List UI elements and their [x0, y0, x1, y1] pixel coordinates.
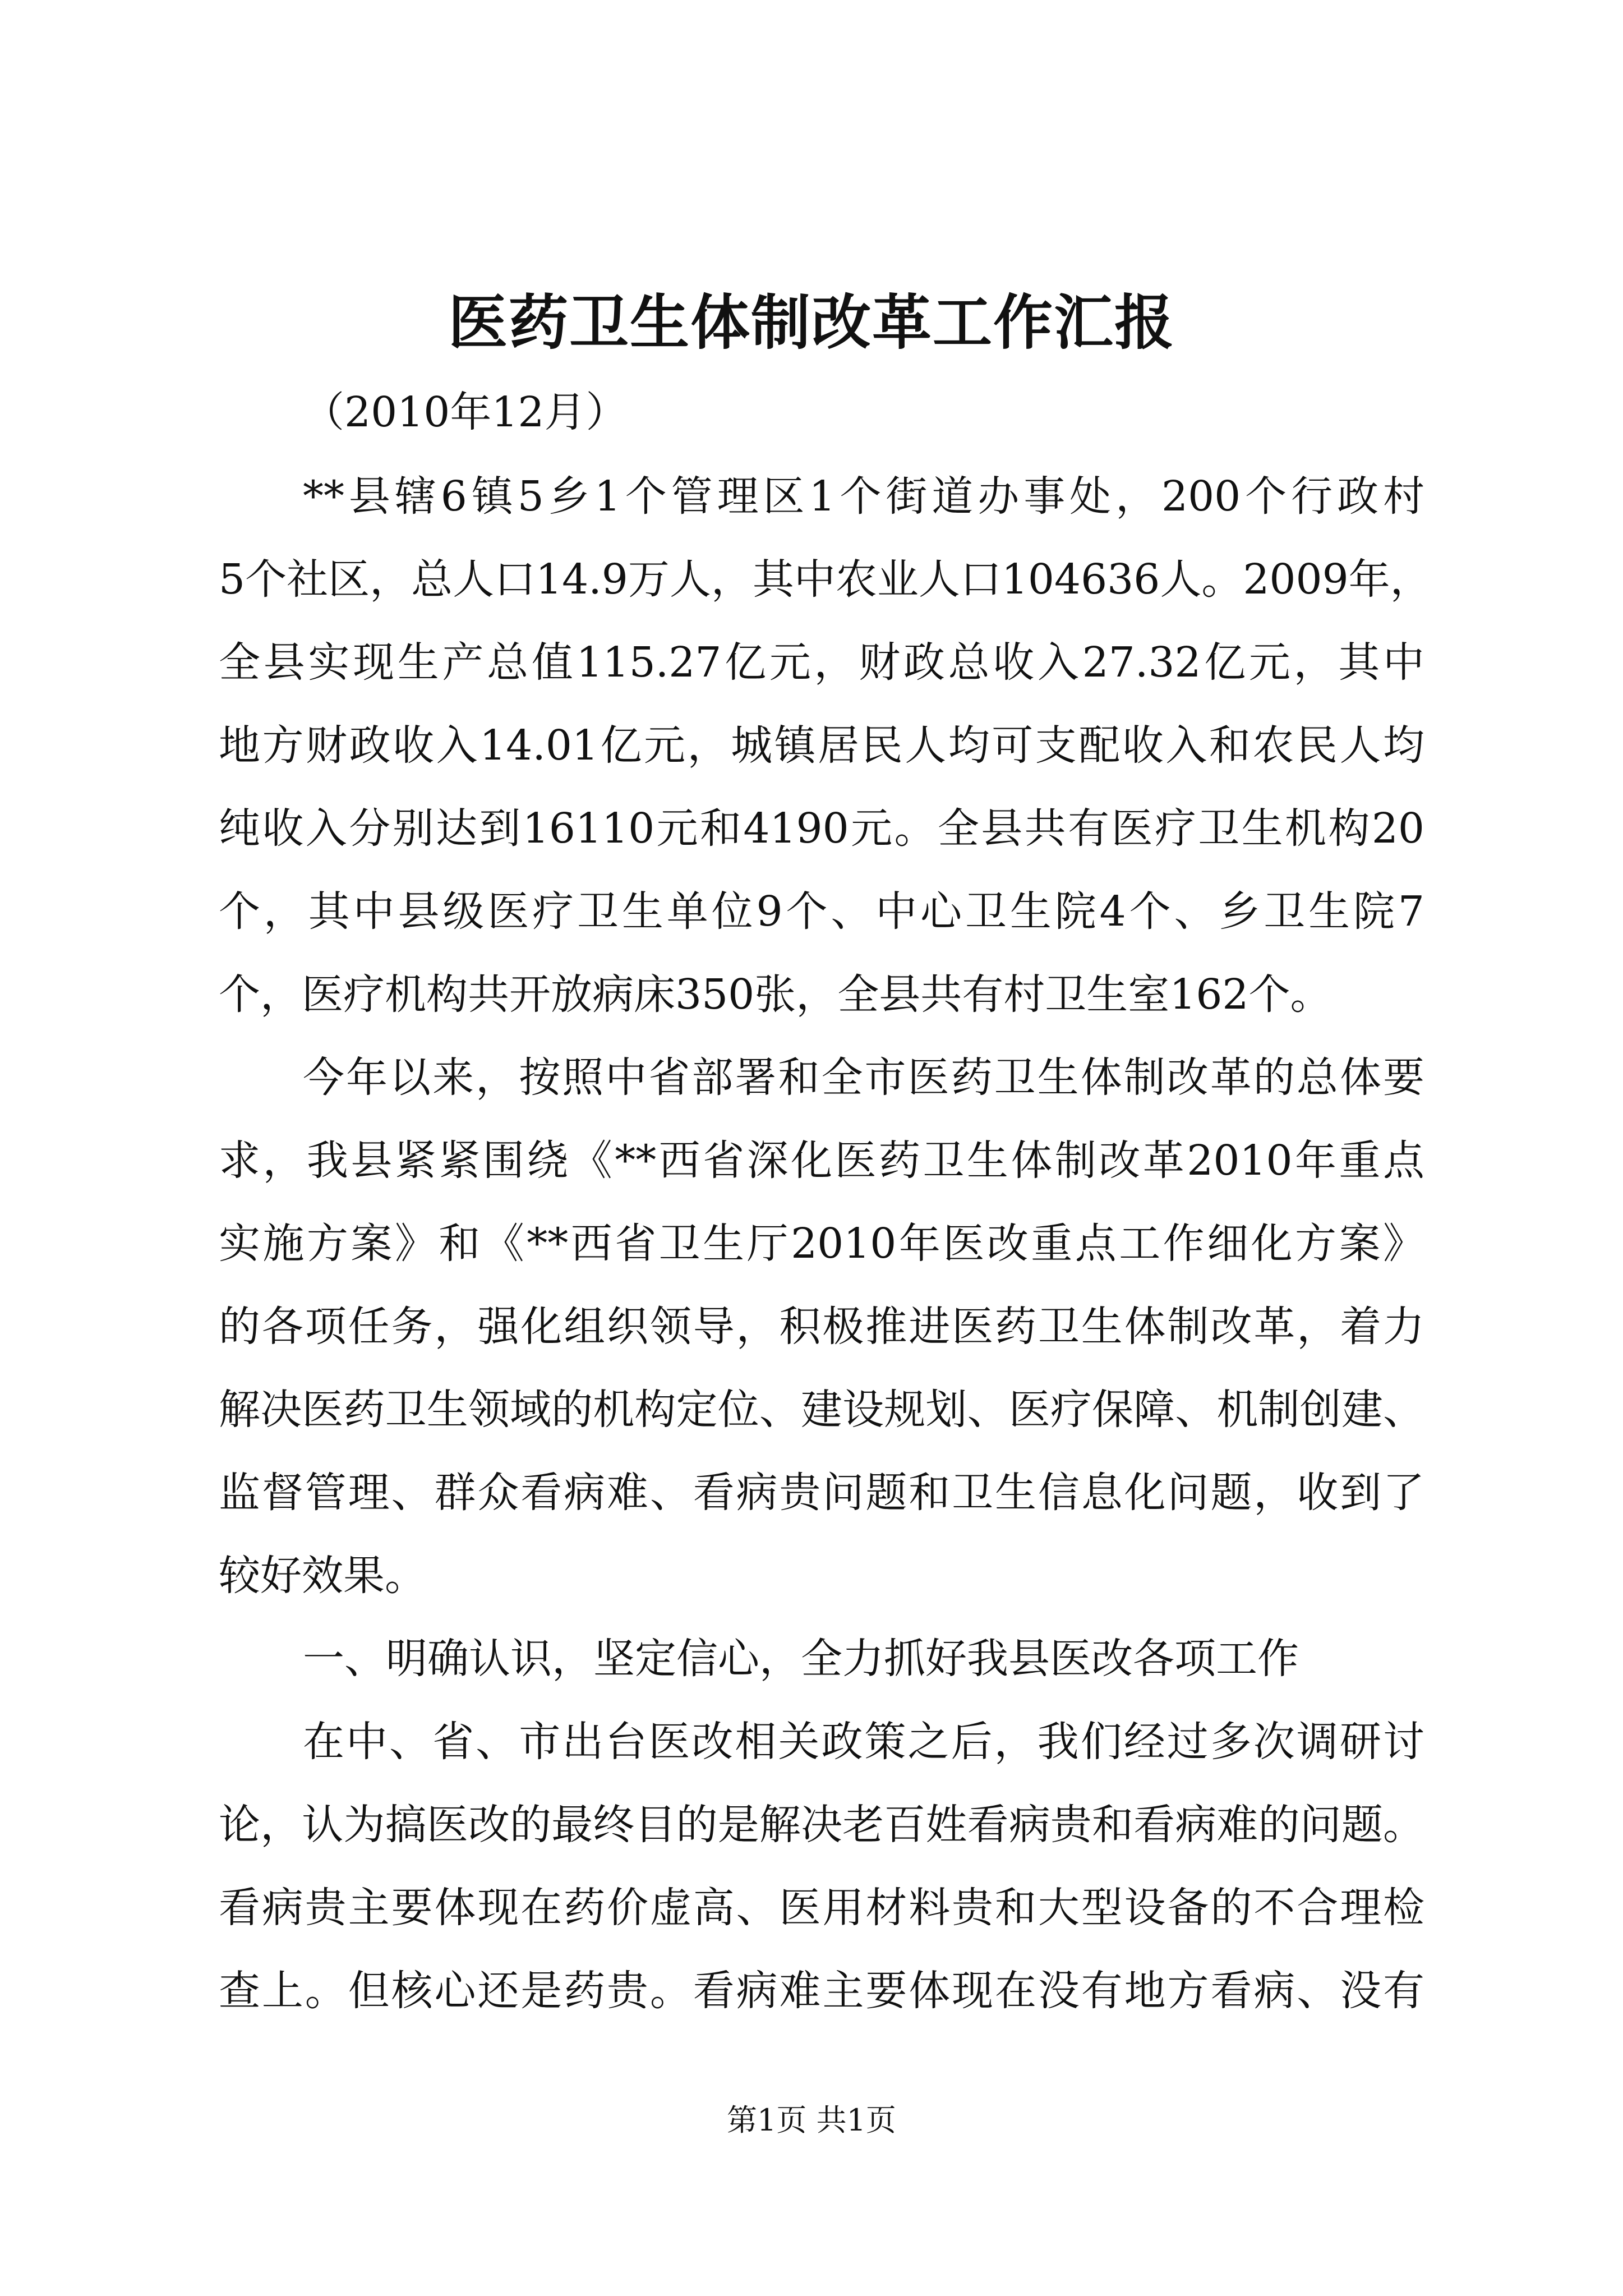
document-title: 医药卫生体制改革工作汇报 — [448, 287, 1175, 357]
body-line: 查上。但核心还是药贵。看病难主要体现在没有地方看病、没有 — [219, 1967, 1424, 2015]
body-line: 5个社区，总人口14.9万人，其中农业人口104636人。2009年， — [219, 555, 1432, 604]
body-line: 的各项任务，强化组织领导，积极推进医药卫生体制改革，着力 — [219, 1303, 1424, 1351]
body-line: 论，认为搞医改的最终目的是解决老百姓看病贵和看病难的问题。 — [219, 1801, 1424, 1849]
body-line: 监督管理、群众看病难、看病贵问题和卫生信息化问题，收到了 — [219, 1469, 1424, 1517]
body-line: 看病贵主要体现在药价虚高、医用材料贵和大型设备的不合理检 — [219, 1884, 1424, 1932]
body-line: 解决医药卫生领域的机构定位、建设规划、医疗保障、机制创建、 — [219, 1386, 1424, 1434]
body-line: 实施方案》和《**西省卫生厅2010年医改重点工作细化方案》 — [219, 1220, 1424, 1268]
report-date: （2010年12月） — [303, 388, 628, 436]
section-heading: 一、明确认识，坚定信心，全力抓好我县医改各项工作 — [303, 1635, 1299, 1683]
body-line: 个，其中县级医疗卫生单位9个、中心卫生院4个、乡卫生院7 — [219, 887, 1424, 936]
body-line: 求，我县紧紧围绕《**西省深化医药卫生体制改革2010年重点 — [219, 1137, 1424, 1185]
body-line: 全县实现生产总值115.27亿元，财政总收入27.32亿元，其中 — [219, 638, 1424, 687]
page-footer: 第1页 共1页 — [727, 2102, 896, 2138]
body-line: 较好效果。 — [219, 1552, 426, 1600]
body-line: 在中、省、市出台医改相关政策之后，我们经过多次调研讨 — [303, 1718, 1424, 1766]
body-line: 今年以来，按照中省部署和全市医药卫生体制改革的总体要 — [303, 1053, 1424, 1102]
body-line: 个，医疗机构共开放病床350张，全县共有村卫生室162个。 — [219, 970, 1332, 1019]
body-line: 纯收入分别达到16110元和4190元。全县共有医疗卫生机构20 — [219, 804, 1424, 853]
body-line: **县辖6镇5乡1个管理区1个街道办事处，200个行政村 — [303, 472, 1424, 521]
body-line: 地方财政收入14.01亿元，城镇居民人均可支配收入和农民人均 — [219, 721, 1424, 770]
